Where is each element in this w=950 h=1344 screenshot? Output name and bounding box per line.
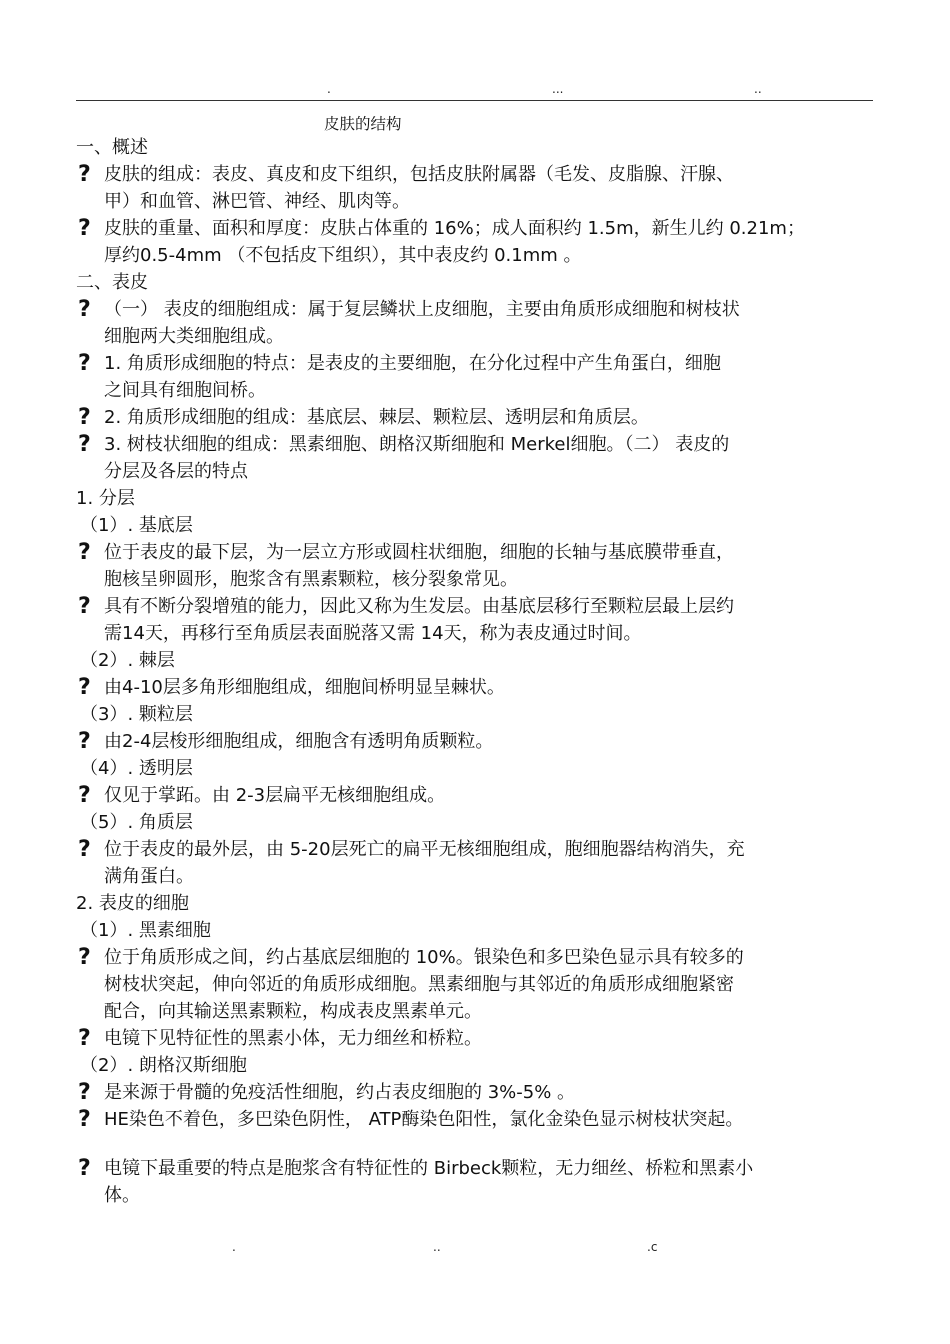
bullet-line [76, 350, 876, 377]
layer-heading: （4）. 透明层 [80, 758, 193, 779]
continuation-line: 甲）和血管、淋巴管、神经、肌肉等。 [104, 191, 410, 212]
header-mark-right: .. [754, 82, 762, 96]
layer-heading: （1）. 基底层 [80, 515, 193, 536]
cell-heading: （1）. 黑素细胞 [80, 920, 211, 941]
bullet-line [76, 674, 876, 701]
bullet-marker-icon: ? [78, 216, 91, 241]
bullet-text: 仅见于掌跖。由 2-3层扁平无核细胞组成。 [104, 785, 446, 806]
continuation-line: 胞核呈卵圆形，胞浆含有黑素颗粒，核分裂象常见。 [104, 569, 518, 590]
bullet-text: 1. 角质形成细胞的特点：是表皮的主要细胞，在分化过程中产生角蛋白，细胞 [104, 353, 721, 374]
bullet-line [76, 404, 876, 431]
bullet-marker-icon: ? [78, 432, 91, 457]
bullet-marker-icon: ? [78, 1080, 91, 1105]
bullet-marker-icon: ? [78, 351, 91, 376]
bullet-text: 位于表皮的最外层，由 5-20层死亡的扁平无核细胞组成，胞细胞器结构消失，充 [104, 839, 745, 860]
cell-heading: （2）. 朗格汉斯细胞 [80, 1055, 247, 1076]
continuation-line: 满角蛋白。 [104, 866, 194, 887]
subsection-heading: 2. 表皮的细胞 [76, 893, 189, 914]
bullet-line [76, 431, 876, 458]
footer-mark-mid: .. [433, 1240, 441, 1254]
subsection-heading: 1. 分层 [76, 488, 135, 509]
bullet-text: 电镜下见特征性的黑素小体，无力细丝和桥粒。 [104, 1028, 482, 1049]
bullet-marker-icon: ? [78, 729, 91, 754]
bullet-text: 是来源于骨髓的免疫活性细胞，约占表皮细胞的 3%-5% 。 [104, 1082, 576, 1103]
bullet-text: 电镜下最重要的特点是胞浆含有特征性的 Birbeck颗粒，无力细丝、桥粒和黑素小 [104, 1158, 754, 1179]
bullet-marker-icon: ? [78, 837, 91, 862]
bullet-text: 由4-10层多角形细胞组成，细胞间桥明显呈棘状。 [104, 677, 505, 698]
bullet-marker-icon: ? [78, 162, 91, 187]
footer-mark-right: .c [647, 1240, 658, 1254]
bullet-text: （一） 表皮的细胞组成：属于复层鳞状上皮细胞，主要由角质形成细胞和树枝状 [104, 299, 740, 320]
bullet-line [76, 539, 876, 566]
continuation-line: 细胞两大类细胞组成。 [104, 326, 284, 347]
bullet-marker-icon: ? [78, 1156, 91, 1181]
layer-heading: （2）. 棘层 [80, 650, 175, 671]
bullet-line [76, 1079, 876, 1106]
bullet-line [76, 593, 876, 620]
bullet-text: 2. 角质形成细胞的组成：基底层、棘层、颗粒层、透明层和角质层。 [104, 407, 649, 428]
bullet-line [76, 836, 876, 863]
continuation-line: 树枝状突起，伸向邻近的角质形成细胞。黑素细胞与其邻近的角质形成细胞紧密 [104, 974, 734, 995]
bullet-text: 皮肤的重量、面积和厚度：皮肤占体重的 16%；成人面积约 1.5m，新生儿约 0.21m； [104, 218, 805, 239]
bullet-text: 位于表皮的最下层，为一层立方形或圆柱状细胞，细胞的长轴与基底膜带垂直， [104, 542, 734, 563]
bullet-text: 3. 树枝状细胞的组成：黑素细胞、朗格汉斯细胞和 Merkel细胞。（二） 表皮的 [104, 434, 730, 455]
document-body [76, 134, 876, 1209]
bullet-marker-icon: ? [78, 540, 91, 565]
bullet-line [76, 782, 876, 809]
section-heading: 一、概述 [76, 137, 148, 158]
header-rule [76, 100, 873, 101]
bullet-marker-icon: ? [78, 783, 91, 808]
continuation-line: 厚约0.5-4mm （不包括皮下组织），其中表皮约 0.1mm 。 [104, 245, 582, 266]
bullet-line [76, 1106, 876, 1133]
bullet-marker-icon: ? [78, 405, 91, 430]
continuation-line: 之间具有细胞间桥。 [104, 380, 266, 401]
bullet-text: 由2-4层梭形细胞组成，细胞含有透明角质颗粒。 [104, 731, 494, 752]
bullet-line [76, 1155, 876, 1182]
footer-mark-left: . [232, 1240, 236, 1254]
continuation-line: 需14天，再移行至角质层表面脱落又需 14天，称为表皮通过时间。 [104, 623, 642, 644]
continuation-line: 配合，向其输送黑素颗粒，构成表皮黑素单元。 [104, 1001, 482, 1022]
layer-heading: （3）. 颗粒层 [80, 704, 193, 725]
bullet-line [76, 1025, 876, 1052]
bullet-text: HE染色不着色，多巴染色阴性， ATP酶染色阳性，氯化金染色显示树枝状突起。 [104, 1109, 744, 1130]
bullet-line [76, 728, 876, 755]
layer-heading: （5）. 角质层 [80, 812, 193, 833]
bullet-line [76, 944, 876, 971]
bullet-marker-icon: ? [78, 594, 91, 619]
bullet-text: 具有不断分裂增殖的能力，因此又称为生发层。由基底层移行至颗粒层最上层约 [104, 596, 734, 617]
bullet-line [76, 296, 876, 323]
bullet-marker-icon: ? [78, 1026, 91, 1051]
continuation-line: 体。 [104, 1185, 140, 1206]
continuation-line: 分层及各层的特点 [104, 461, 248, 482]
bullet-marker-icon: ? [78, 945, 91, 970]
bullet-line [76, 215, 876, 242]
document-title: 皮肤的结构 [324, 115, 402, 133]
bullet-text: 位于角质形成之间，约占基底层细胞的 10%。银染色和多巴染色显示具有较多的 [104, 947, 744, 968]
blank-gap [76, 1133, 876, 1155]
header-mark-mid: ... [552, 82, 564, 96]
bullet-line [76, 161, 876, 188]
bullet-marker-icon: ? [78, 675, 91, 700]
bullet-text: 皮肤的组成：表皮、真皮和皮下组织，包括皮肤附属器（毛发、皮脂腺、汗腺、 [104, 164, 734, 185]
header-mark-left: . [327, 82, 331, 96]
bullet-marker-icon: ? [78, 1107, 91, 1132]
section-heading: 二、表皮 [76, 272, 148, 293]
bullet-marker-icon: ? [78, 297, 91, 322]
